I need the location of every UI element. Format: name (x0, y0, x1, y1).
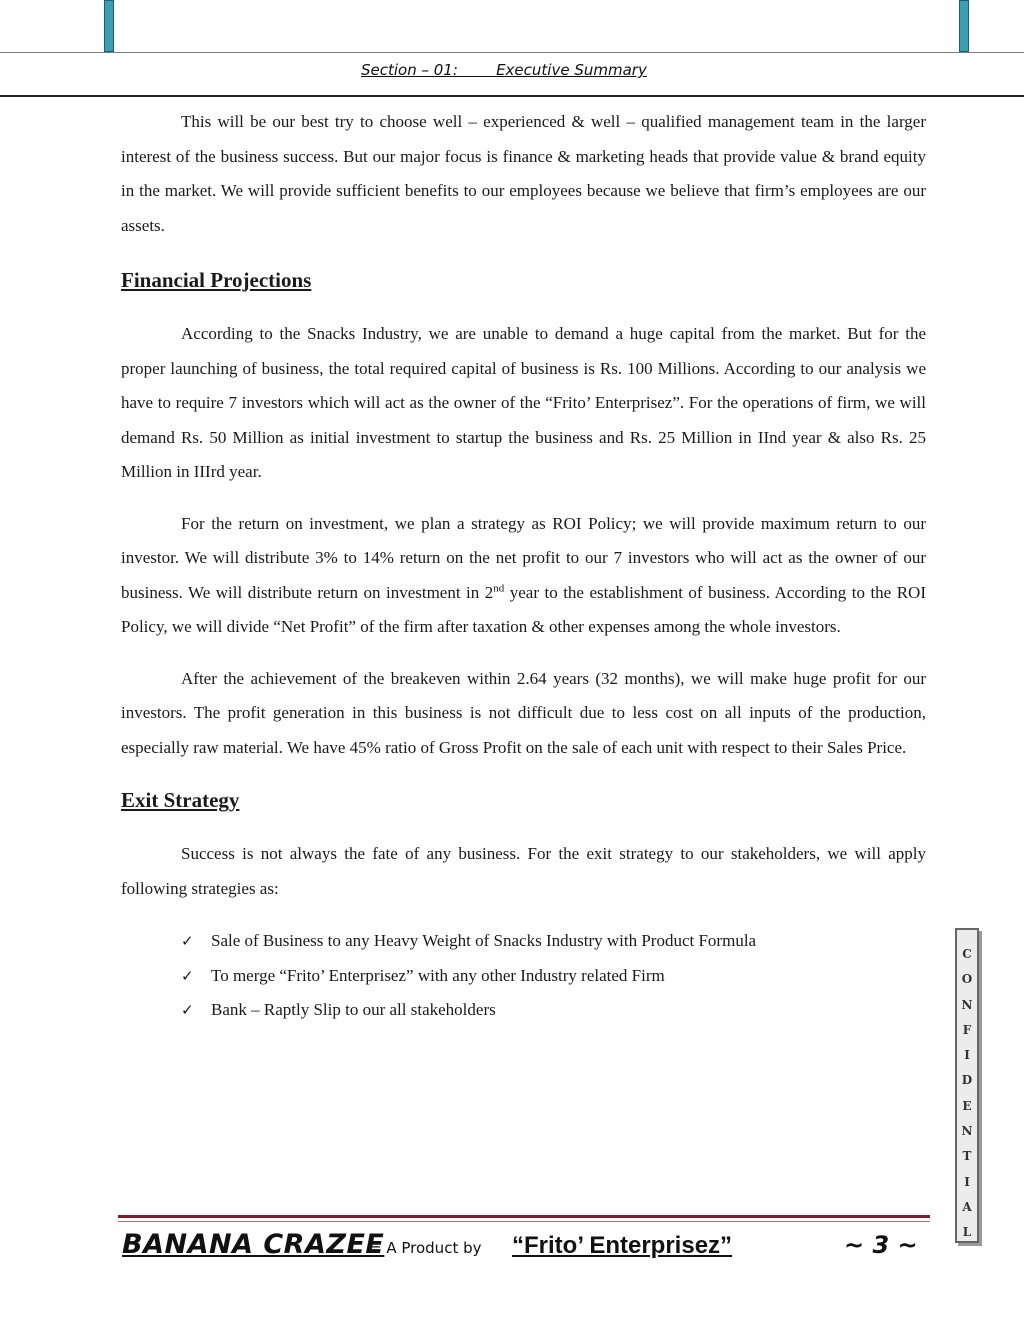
confidential-letter: F (962, 1022, 972, 1037)
page-number: ~ 3 ~ (844, 1231, 918, 1259)
list-item-text: Sale of Business to any Heavy Weight of Snacks Industry with Product Formula (211, 931, 757, 950)
checkmark-icon: ✓ (181, 966, 194, 985)
list-item-text: To merge “Frito’ Enterprisez” with any other Industry related Firm (211, 965, 665, 985)
financial-paragraph-2 (121, 507, 926, 645)
confidential-letter: I (964, 1048, 970, 1063)
footer-byline: = A Product by (369, 1239, 482, 1257)
financial-projections-heading: Financial Projections (121, 268, 312, 292)
exit-strategy-heading: Exit Strategy (121, 788, 240, 812)
footer-brand: BANANA CRAZEE (122, 1229, 385, 1260)
checkmark-icon: ✓ (181, 1001, 194, 1019)
confidential-letter: D (961, 1073, 973, 1088)
footer-company: “Frito’ Enterprisez” (512, 1232, 733, 1259)
page-header (361, 61, 647, 79)
financial-paragraph-2-rest: year to the establishment of business. According to the ROI Policy, we will divide “Net Profit” of the firm after taxation & other expenses among the whole investors. (121, 582, 926, 636)
financial-paragraph-1: According to the Snacks Industry, we are unable to demand a huge capital from the market. But for the proper launching of business, the total required capital of business is Rs. 100 Millions. According to our analysis we have to require 7 investors which will act as the owner of the “Frito’ Enterprisez”. For the operations of firm, we will demand Rs. 50 Million as initial investment to startup the business and Rs. 25 Million in IInd year & also Rs. 25 Million in IIIrd year. (121, 324, 926, 481)
confidential-letter: N (961, 1124, 973, 1139)
list-item (181, 993, 926, 1028)
document-body (121, 105, 926, 1028)
confidential-letter: T (962, 1149, 972, 1164)
page-footer (122, 1229, 918, 1269)
confidential-letter: I (964, 1174, 970, 1189)
header-decor-bar-left (104, 0, 114, 52)
exit-paragraph: Success is not always the fate of any business. For the exit strategy to our stakeholders, we will apply following strategies as: (121, 844, 926, 898)
confidential-letter: E (962, 1098, 972, 1113)
financial-paragraph-3: After the achievement of the breakeven within 2.64 years (32 months), we will make huge profit for our investors. The profit generation in this business is not difficult due to less cost on all inputs of the production, especially raw material. We have 45% ratio of Gross Profit on the sale of each unit with respect to their Sales Price. (121, 668, 926, 757)
footer-divider-thin (118, 1221, 930, 1222)
confidential-letter: N (961, 997, 973, 1012)
list-item (181, 959, 926, 994)
header-divider-thin (0, 52, 1024, 53)
header-section: Section – 01: (361, 61, 458, 79)
exit-strategy-list (181, 924, 926, 1028)
list-item-text: Bank – Raptly Slip to our all stakeholders (211, 1000, 496, 1019)
list-item (181, 924, 926, 959)
intro-paragraph: This will be our best try to choose well – experienced & well – qualified management team in the larger interest of the business success. But our major focus is finance & marketing heads that provide value & brand equity in the market. We will provide sufficient benefits to our employees because we believe that firm’s employees are our assets. (121, 112, 926, 235)
footer-divider (118, 1215, 930, 1218)
ordinal-superscript: nd (493, 581, 505, 594)
confidential-letter: C (962, 947, 972, 961)
confidential-stamp (955, 928, 979, 1243)
header-divider (0, 95, 1024, 97)
header-decor-bar-right (959, 0, 969, 52)
checkmark-icon: ✓ (181, 932, 194, 950)
financial-paragraph-2-text: For the return on investment, we plan a strategy as ROI Policy; we will provide maximum return to our investor. We will distribute 3% to 14% return on the net profit to our 7 investors who will act as the owner of our business. We will distribute return on investment in 2 (121, 513, 926, 602)
confidential-letter: A (962, 1199, 972, 1214)
confidential-letter: L (962, 1225, 972, 1240)
confidential-letter: O (961, 972, 973, 987)
header-title: Executive Summary (496, 61, 647, 79)
